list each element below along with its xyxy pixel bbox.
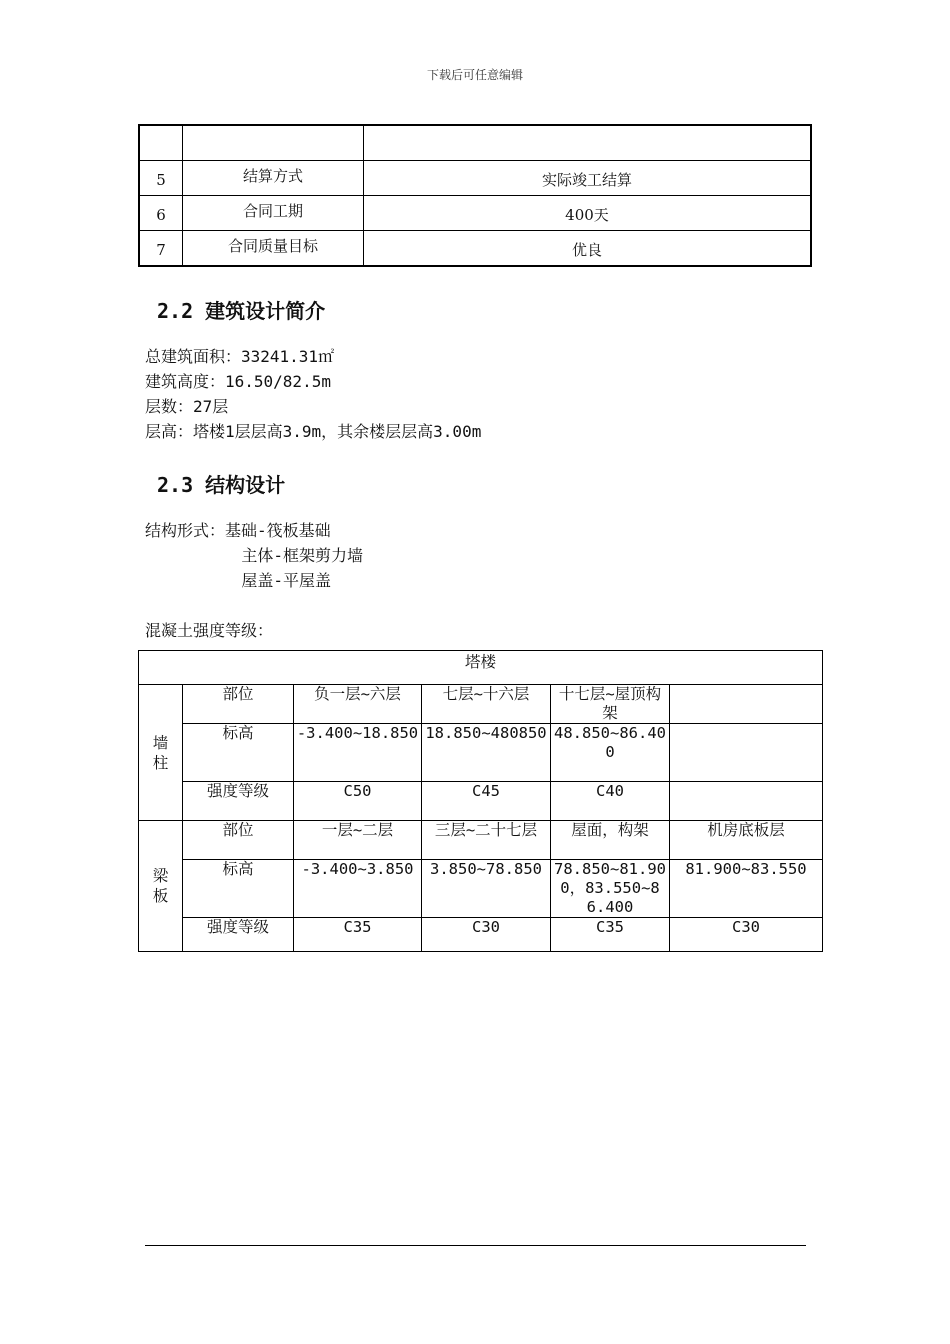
table-cell: C30: [670, 918, 823, 952]
table-cell: 78.850~81.900，83.550~86.400: [551, 860, 670, 918]
table-row: [139, 160, 811, 195]
table-row: [139, 724, 823, 782]
table-cell: 七层~十六层: [422, 685, 551, 724]
table-cell: C30: [422, 918, 551, 952]
table-cell: 标高: [183, 860, 294, 918]
row-label: 合同工期: [183, 195, 364, 230]
structure-line: 结构形式：基础-筏板基础: [145, 521, 331, 540]
table-cell: 部位: [183, 821, 294, 860]
table-cell: 3.850~78.850: [422, 860, 551, 918]
concrete-grade-table: [138, 650, 823, 952]
group-label-text: 梁板: [152, 867, 169, 905]
table-cell: 一层~二层: [294, 821, 422, 860]
row-value: [364, 125, 812, 160]
table-row: [139, 821, 823, 860]
table-row: [139, 195, 811, 230]
table-cell: C45: [422, 782, 551, 821]
table-header-row: [139, 651, 823, 685]
table-row: [139, 685, 823, 724]
row-number: 7: [139, 230, 183, 266]
concrete-grade-label: 混凝土强度等级：: [145, 621, 274, 640]
table-cell: C35: [294, 918, 422, 952]
table-cell: C35: [551, 918, 670, 952]
row-value: 400天: [364, 195, 812, 230]
table-row: [139, 230, 811, 266]
table-cell: 18.850~480850: [422, 724, 551, 782]
architecture-line: 层数：27层: [145, 397, 229, 416]
row-number: 6: [139, 195, 183, 230]
contract-info-table: [138, 124, 812, 267]
row-label: [183, 125, 364, 160]
row-value: 优良: [364, 230, 812, 266]
row-label: 合同质量目标: [183, 230, 364, 266]
table-cell: C40: [551, 782, 670, 821]
header-note: 下载后可任意编辑: [426, 68, 523, 82]
table-cell: [670, 685, 823, 724]
table-cell: -3.400~18.850: [294, 724, 422, 782]
table-row: [139, 918, 823, 952]
row-number: 5: [139, 160, 183, 195]
architecture-line: 总建筑面积：33241.31㎡: [145, 347, 335, 366]
table-row: [139, 782, 823, 821]
table-cell: 机房底板层: [670, 821, 823, 860]
table-cell: C50: [294, 782, 422, 821]
row-label: 结算方式: [183, 160, 364, 195]
table-cell: 81.900~83.550: [670, 860, 823, 918]
table-cell: -3.400~3.850: [294, 860, 422, 918]
architecture-line: 层高：塔楼1层层高3.9m，其余楼层层高3.00m: [145, 422, 482, 441]
group-label-text: 墙柱: [152, 733, 169, 772]
section-title-architecture: 2.2 建筑设计简介: [157, 299, 326, 323]
table-cell: 强度等级: [183, 918, 294, 952]
group-label-beam-slab: [139, 821, 183, 952]
structure-line: 主体-框架剪力墙: [145, 546, 363, 565]
table-cell: 48.850~86.400: [551, 724, 670, 782]
footer-divider: [145, 1245, 806, 1246]
table-cell: [670, 782, 823, 821]
table-cell: 负一层~六层: [294, 685, 422, 724]
table-cell: 十七层~屋顶构架: [551, 685, 670, 724]
table-cell: 标高: [183, 724, 294, 782]
row-number: [139, 125, 183, 160]
group-label-wall-column: [139, 685, 183, 821]
table-cell: [670, 724, 823, 782]
section-title-structure: 2.3 结构设计: [157, 473, 286, 497]
table-cell: 强度等级: [183, 782, 294, 821]
table-row: [139, 125, 811, 160]
structure-line: 屋盖-平屋盖: [145, 571, 331, 590]
table-cell: 屋面，构架: [551, 821, 670, 860]
row-value: 实际竣工结算: [364, 160, 812, 195]
architecture-line: 建筑高度：16.50/82.5m: [145, 372, 331, 391]
table-cell: 三层~二十七层: [422, 821, 551, 860]
table-title: 塔楼: [139, 651, 823, 685]
table-row: [139, 860, 823, 918]
table-cell: 部位: [183, 685, 294, 724]
